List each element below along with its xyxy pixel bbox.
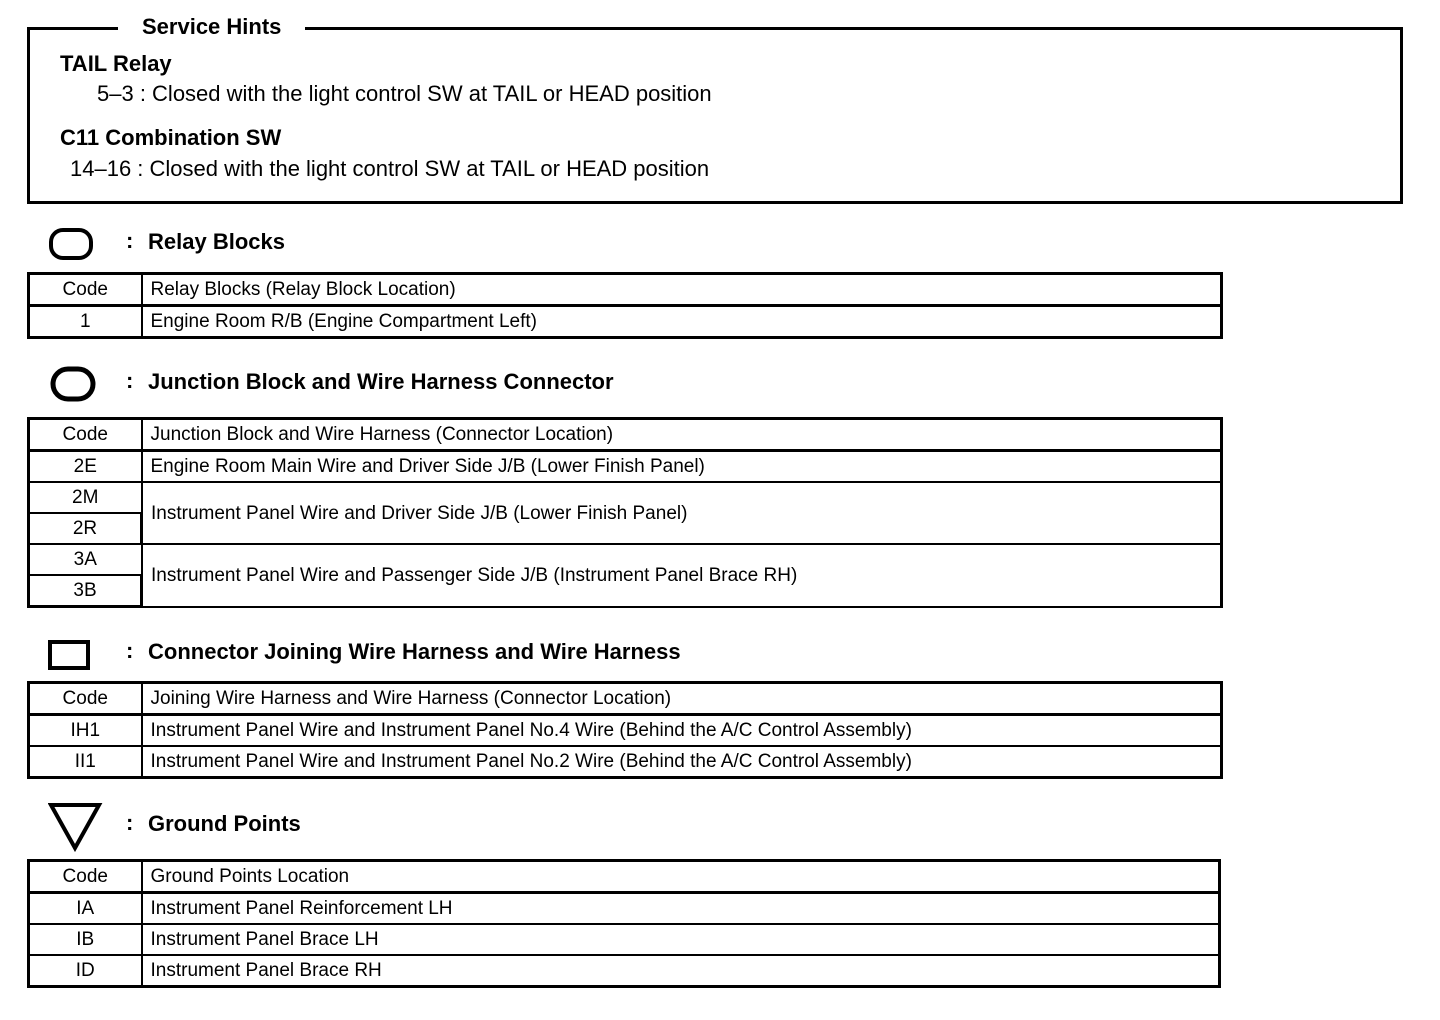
- junction-block-heading: [48, 364, 948, 404]
- junction-block-title: Junction Block and Wire Harness Connector: [148, 369, 614, 394]
- table-row: [29, 955, 1220, 987]
- code-cell: 2M: [29, 482, 142, 513]
- code-cell: 2E: [29, 451, 142, 483]
- code-cell: 2R: [29, 513, 142, 544]
- location-header: Junction Block and Wire Harness (Connector Location): [142, 419, 1222, 451]
- table-row: [29, 715, 1222, 747]
- relay-blocks-table: [27, 272, 1223, 339]
- relay-blocks-heading: [48, 224, 948, 264]
- code-cell: 3A: [29, 544, 142, 575]
- triangle-down-icon: [48, 802, 104, 852]
- joining-connector-title: Connector Joining Wire Harness and Wire Harness: [148, 639, 681, 664]
- code-cell: IH1: [29, 715, 142, 747]
- table-header-row: [29, 419, 1222, 451]
- location-cell: Instrument Panel Brace LH: [142, 924, 1220, 955]
- hint-heading-tail-relay: TAIL Relay: [60, 51, 172, 76]
- table-header-row: [29, 274, 1222, 306]
- table-row: [29, 924, 1220, 955]
- location-cell: Instrument Panel Wire and Driver Side J/B (Lower Finish Panel): [142, 482, 1222, 544]
- location-header: Joining Wire Harness and Wire Harness (Connector Location): [142, 683, 1222, 715]
- code-cell: ID: [29, 955, 142, 987]
- location-cell: Instrument Panel Wire and Instrument Panel No.2 Wire (Behind the A/C Control Assembly): [142, 746, 1222, 778]
- code-header: Code: [29, 419, 142, 451]
- ground-points-table: [27, 859, 1221, 988]
- colon: :: [126, 228, 134, 253]
- service-hints-title: Service Hints: [118, 14, 305, 40]
- hint-heading-combination-sw: C11 Combination SW: [60, 125, 282, 150]
- ground-points-title: Ground Points: [148, 811, 301, 836]
- service-hints-box: [27, 14, 1403, 204]
- location-header: Relay Blocks (Relay Block Location): [142, 274, 1222, 306]
- junction-block-table: [27, 417, 1223, 608]
- hint-line-combination-sw: 14–16 : Closed with the light control SW at TAIL or HEAD position: [70, 156, 710, 181]
- table-row: [29, 482, 1222, 513]
- code-header: Code: [29, 274, 142, 306]
- relay-blocks-title: Relay Blocks: [148, 229, 285, 254]
- code-header: Code: [29, 861, 142, 893]
- table-row: [29, 893, 1220, 925]
- table-row: [29, 306, 1222, 338]
- ground-points-heading: [48, 802, 948, 842]
- location-cell: Instrument Panel Brace RH: [142, 955, 1220, 987]
- code-header: Code: [29, 683, 142, 715]
- joining-connector-heading: [48, 634, 948, 674]
- colon: :: [126, 810, 134, 835]
- location-header: Ground Points Location: [142, 861, 1220, 893]
- oval-icon: [48, 364, 100, 404]
- code-cell: IA: [29, 893, 142, 925]
- rectangle-icon: [48, 634, 96, 674]
- location-cell: Instrument Panel Wire and Passenger Side J/B (Instrument Panel Brace RH): [142, 544, 1222, 607]
- code-cell: II1: [29, 746, 142, 778]
- code-cell: IB: [29, 924, 142, 955]
- table-row: [29, 451, 1222, 483]
- location-cell: Instrument Panel Wire and Instrument Panel No.4 Wire (Behind the A/C Control Assembly): [142, 715, 1222, 747]
- rounded-rect-icon: [48, 224, 96, 264]
- joining-connector-table: [27, 681, 1223, 779]
- code-cell: 1: [29, 306, 142, 338]
- location-cell: Engine Room Main Wire and Driver Side J/B (Lower Finish Panel): [142, 451, 1222, 483]
- location-cell: Engine Room R/B (Engine Compartment Left): [142, 306, 1222, 338]
- colon: :: [126, 368, 134, 393]
- code-cell: 3B: [29, 575, 142, 607]
- table-row: [29, 746, 1222, 778]
- table-header-row: [29, 861, 1220, 893]
- hint-line-tail-relay: 5–3 : Closed with the light control SW at TAIL or HEAD position: [97, 81, 712, 106]
- table-row: [29, 544, 1222, 575]
- colon: :: [126, 638, 134, 663]
- location-cell: Instrument Panel Reinforcement LH: [142, 893, 1220, 925]
- table-header-row: [29, 683, 1222, 715]
